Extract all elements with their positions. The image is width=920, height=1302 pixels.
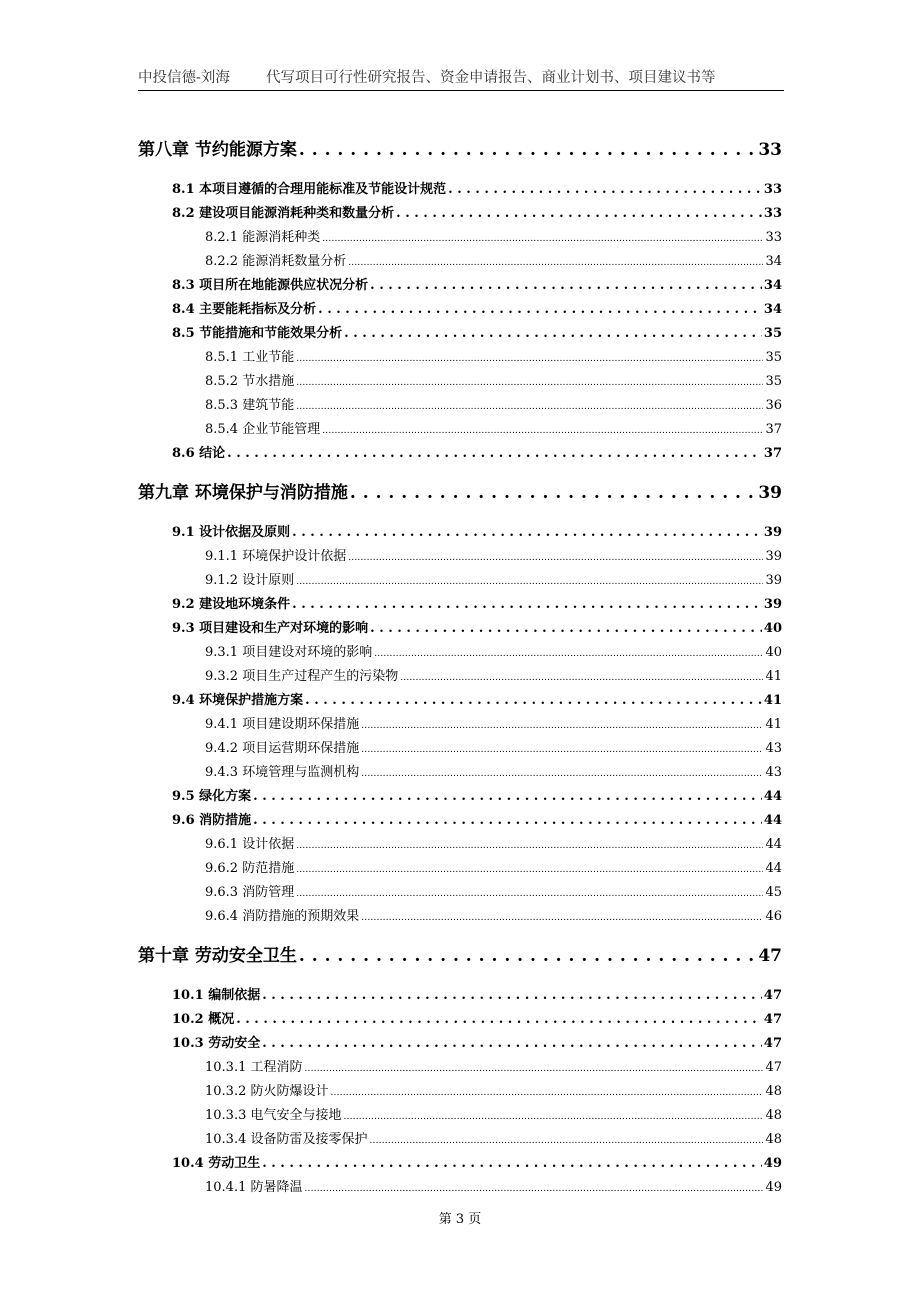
toc-leader-dots — [292, 597, 762, 612]
toc-entry-title: 10.2 概况 — [172, 1012, 235, 1027]
toc-entry-title: 8.5.2 节水措施 — [205, 374, 295, 389]
toc-entry-page: 47 — [763, 988, 782, 1003]
toc-entry-title: 8.4 主要能耗指标及分析 — [172, 302, 317, 317]
toc-entry-page: 33 — [765, 230, 782, 245]
toc-entry-page: 35 — [765, 374, 782, 389]
toc-entry-sub[interactable] — [205, 857, 782, 876]
toc-entry-page: 41 — [765, 669, 782, 684]
toc-entry-section[interactable] — [172, 593, 782, 612]
toc-entry-title: 9.1.1 环境保护设计依据 — [205, 549, 347, 564]
toc-leader-dots — [344, 326, 762, 341]
toc-entry-title: 9.1.2 设计原则 — [205, 573, 295, 588]
toc-entry-page: 39 — [763, 597, 782, 612]
toc-entry-page: 34 — [763, 278, 782, 293]
toc-entry-sub[interactable] — [205, 418, 782, 437]
toc-leader-dots — [227, 446, 762, 461]
toc-entry-page: 40 — [765, 645, 782, 660]
toc-leader-dots — [296, 573, 763, 588]
toc-leader-dots — [253, 813, 762, 828]
toc-leader-dots — [253, 789, 762, 804]
toc-leader-dots — [296, 861, 763, 876]
toc-leader-dots — [322, 422, 763, 437]
toc-entry-title: 10.4.1 防暑降温 — [205, 1180, 303, 1195]
toc-entry-chapter[interactable] — [138, 478, 782, 503]
header-services: 代写项目可行性研究报告、资金申请报告、商业计划书、项目建议书等 — [266, 70, 716, 86]
toc-entry-page: 43 — [765, 765, 782, 780]
toc-entry-page: 44 — [765, 861, 782, 876]
toc-entry-title: 10.3.2 防火防爆设计 — [205, 1084, 329, 1099]
toc-leader-dots — [361, 765, 763, 780]
toc-entry-page: 47 — [763, 1012, 782, 1027]
toc-entry-page: 37 — [763, 446, 782, 461]
toc-entry-title: 9.1 设计依据及原则 — [172, 525, 291, 540]
toc-entry-sub[interactable] — [205, 1104, 782, 1123]
toc-entry-page: 47 — [765, 1060, 782, 1075]
toc-entry-page: 49 — [765, 1180, 782, 1195]
toc-leader-dots — [296, 837, 763, 852]
toc-entry-sub[interactable] — [205, 761, 782, 780]
toc-leader-dots — [348, 549, 763, 564]
toc-entry-sub[interactable] — [205, 346, 782, 365]
toc-leader-dots — [262, 1156, 762, 1171]
toc-entry-sub[interactable] — [205, 370, 782, 389]
toc-entry-title: 9.6.1 设计依据 — [205, 837, 295, 852]
toc-entry-page: 35 — [763, 326, 782, 341]
toc-entry-title: 9.6.4 消防措施的预期效果 — [205, 909, 360, 924]
toc-entry-title: 8.2.1 能源消耗种类 — [205, 230, 321, 245]
toc-leader-dots — [348, 254, 763, 269]
toc-entry-title: 第十章 劳动安全卫生 — [138, 946, 297, 966]
toc-entry-title: 9.2 建设地环境条件 — [172, 597, 291, 612]
toc-entry-title: 10.3.4 设备防雷及接零保护 — [205, 1132, 368, 1147]
header-author: 中投信德-刘海 — [138, 70, 230, 86]
toc-leader-dots — [448, 182, 762, 197]
toc-leader-dots — [296, 398, 763, 413]
toc-entry-title: 10.4 劳动卫生 — [172, 1156, 261, 1171]
toc-entry-page: 41 — [765, 717, 782, 732]
toc-entry-page: 48 — [765, 1084, 782, 1099]
toc-entry-title: 9.4.2 项目运营期环保措施 — [205, 741, 360, 756]
toc-entry-sub[interactable] — [205, 1056, 782, 1075]
toc-entry-section[interactable] — [172, 521, 782, 540]
toc-entry-page: 39 — [765, 573, 782, 588]
toc-entry-page: 45 — [765, 885, 782, 900]
toc-entry-section[interactable] — [172, 1008, 782, 1027]
toc-entry-title: 9.4.3 环境管理与监测机构 — [205, 765, 360, 780]
toc-entry-sub[interactable] — [205, 881, 782, 900]
toc-entry-title: 9.6.2 防范措施 — [205, 861, 295, 876]
toc-entry-section[interactable] — [172, 322, 782, 341]
toc-entry-page: 34 — [765, 254, 782, 269]
toc-leader-dots — [330, 1084, 763, 1099]
toc-entry-title: 10.3.1 工程消防 — [205, 1060, 303, 1075]
toc-leader-dots — [299, 946, 756, 966]
toc-leader-dots — [361, 909, 763, 924]
toc-leader-dots — [262, 988, 762, 1003]
toc-leader-dots — [292, 525, 762, 540]
toc-entry-page: 33 — [763, 182, 782, 197]
toc-entry-sub[interactable] — [205, 665, 782, 684]
toc-entry-page: 33 — [763, 206, 782, 221]
toc-entry-sub[interactable] — [205, 905, 782, 924]
toc-leader-dots — [370, 621, 762, 636]
toc-entry-page: 35 — [765, 350, 782, 365]
toc-leader-dots — [296, 885, 763, 900]
toc-entry-page: 41 — [763, 693, 782, 708]
toc-entry-page: 48 — [765, 1132, 782, 1147]
page-number: 第 3 页 — [438, 1212, 482, 1227]
toc-entry-title: 8.3 项目所在地能源供应状况分析 — [172, 278, 369, 293]
toc-entry-title: 10.3 劳动安全 — [172, 1036, 261, 1051]
toc-entry-title: 8.2.2 能源消耗数量分析 — [205, 254, 347, 269]
toc-entry-title: 9.6.3 消防管理 — [205, 885, 295, 900]
toc-leader-dots — [262, 1036, 762, 1051]
toc-entry-sub[interactable] — [205, 833, 782, 852]
toc-entry-sub[interactable] — [205, 1176, 782, 1195]
toc-entry-title: 10.3.3 电气安全与接地 — [205, 1108, 342, 1123]
toc-leader-dots — [369, 1132, 763, 1147]
toc-entry-section[interactable] — [172, 809, 782, 828]
toc-entry-section[interactable] — [172, 298, 782, 317]
toc-entry-page: 47 — [758, 946, 782, 966]
toc-entry-sub[interactable] — [205, 569, 782, 588]
toc-entry-page: 47 — [763, 1036, 782, 1051]
toc-entry-title: 8.5 节能措施和节能效果分析 — [172, 326, 343, 341]
toc-entry-title: 9.4.1 项目建设期环保措施 — [205, 717, 360, 732]
toc-leader-dots — [361, 741, 763, 756]
page-header — [138, 66, 784, 91]
toc-entry-title: 第九章 环境保护与消防措施 — [138, 483, 348, 503]
toc-entry-section[interactable] — [172, 617, 782, 636]
toc-entry-sub[interactable] — [205, 250, 782, 269]
toc-entry-section[interactable] — [172, 1032, 782, 1051]
toc-entry-section[interactable] — [172, 1152, 782, 1171]
toc-entry-title: 10.1 编制依据 — [172, 988, 261, 1003]
toc-entry-section[interactable] — [172, 689, 782, 708]
toc-entry-page: 48 — [765, 1108, 782, 1123]
toc-leader-dots — [304, 1060, 763, 1075]
toc-entry-section[interactable] — [172, 202, 782, 221]
toc-leader-dots — [304, 1180, 763, 1195]
toc-entry-page: 43 — [765, 741, 782, 756]
toc-entry-page: 33 — [758, 140, 782, 160]
toc-entry-title: 9.6 消防措施 — [172, 813, 252, 828]
toc-entry-title: 9.3 项目建设和生产对环境的影响 — [172, 621, 369, 636]
toc-entry-sub[interactable] — [205, 713, 782, 732]
toc-entry-sub[interactable] — [205, 226, 782, 245]
toc-entry-page: 46 — [765, 909, 782, 924]
toc-entry-title: 第八章 节约能源方案 — [138, 140, 297, 160]
toc-entry-sub[interactable] — [205, 394, 782, 413]
toc-entry-page: 49 — [763, 1156, 782, 1171]
toc-entry-sub[interactable] — [205, 641, 782, 660]
toc-leader-dots — [236, 1012, 762, 1027]
toc-entry-page: 44 — [765, 837, 782, 852]
toc-leader-dots — [370, 278, 762, 293]
toc-leader-dots — [374, 645, 763, 660]
toc-entry-section[interactable] — [172, 785, 782, 804]
page-footer — [0, 1208, 920, 1227]
toc-leader-dots — [361, 717, 763, 732]
toc-entry-title: 9.3.2 项目生产过程产生的污染物 — [205, 669, 399, 684]
toc-entry-section[interactable] — [172, 984, 782, 1003]
toc-entry-title: 8.5.1 工业节能 — [205, 350, 295, 365]
toc-entry-sub[interactable] — [205, 1128, 782, 1147]
toc-leader-dots — [318, 302, 762, 317]
toc-leader-dots — [400, 669, 763, 684]
toc-entry-title: 8.1 本项目遵循的合理用能标准及节能设计规范 — [172, 182, 447, 197]
toc-entry-chapter[interactable] — [138, 941, 782, 966]
toc-entry-title: 8.5.3 建筑节能 — [205, 398, 295, 413]
toc-leader-dots — [296, 350, 763, 365]
toc-entry-page: 44 — [763, 789, 782, 804]
toc-entry-title: 8.2 建设项目能源消耗种类和数量分析 — [172, 206, 395, 221]
toc-entry-sub[interactable] — [205, 737, 782, 756]
toc-entry-page: 39 — [758, 483, 782, 503]
toc-entry-page: 39 — [763, 525, 782, 540]
toc-leader-dots — [299, 140, 756, 160]
toc-entry-page: 40 — [763, 621, 782, 636]
toc-entry-page: 44 — [763, 813, 782, 828]
toc-entry-page: 36 — [765, 398, 782, 413]
toc-entry-sub[interactable] — [205, 545, 782, 564]
toc-leader-dots — [343, 1108, 763, 1123]
toc-entry-title: 8.5.4 企业节能管理 — [205, 422, 321, 437]
toc-entry-section[interactable] — [172, 274, 782, 293]
toc-entry-chapter[interactable] — [138, 135, 782, 160]
toc-entry-title: 9.3.1 项目建设对环境的影响 — [205, 645, 373, 660]
toc-entry-page: 39 — [765, 549, 782, 564]
toc-entry-section[interactable] — [172, 178, 782, 197]
toc-entry-title: 9.5 绿化方案 — [172, 789, 252, 804]
toc-entry-title: 9.4 环境保护措施方案 — [172, 693, 304, 708]
toc-leader-dots — [322, 230, 763, 245]
toc-leader-dots — [350, 483, 756, 503]
toc-entry-section[interactable] — [172, 442, 782, 461]
toc-entry-page: 34 — [763, 302, 782, 317]
toc-leader-dots — [305, 693, 762, 708]
toc-entry-title: 8.6 结论 — [172, 446, 226, 461]
toc-entry-page: 37 — [765, 422, 782, 437]
toc-entry-sub[interactable] — [205, 1080, 782, 1099]
toc-leader-dots — [296, 374, 763, 389]
toc-leader-dots — [396, 206, 762, 221]
